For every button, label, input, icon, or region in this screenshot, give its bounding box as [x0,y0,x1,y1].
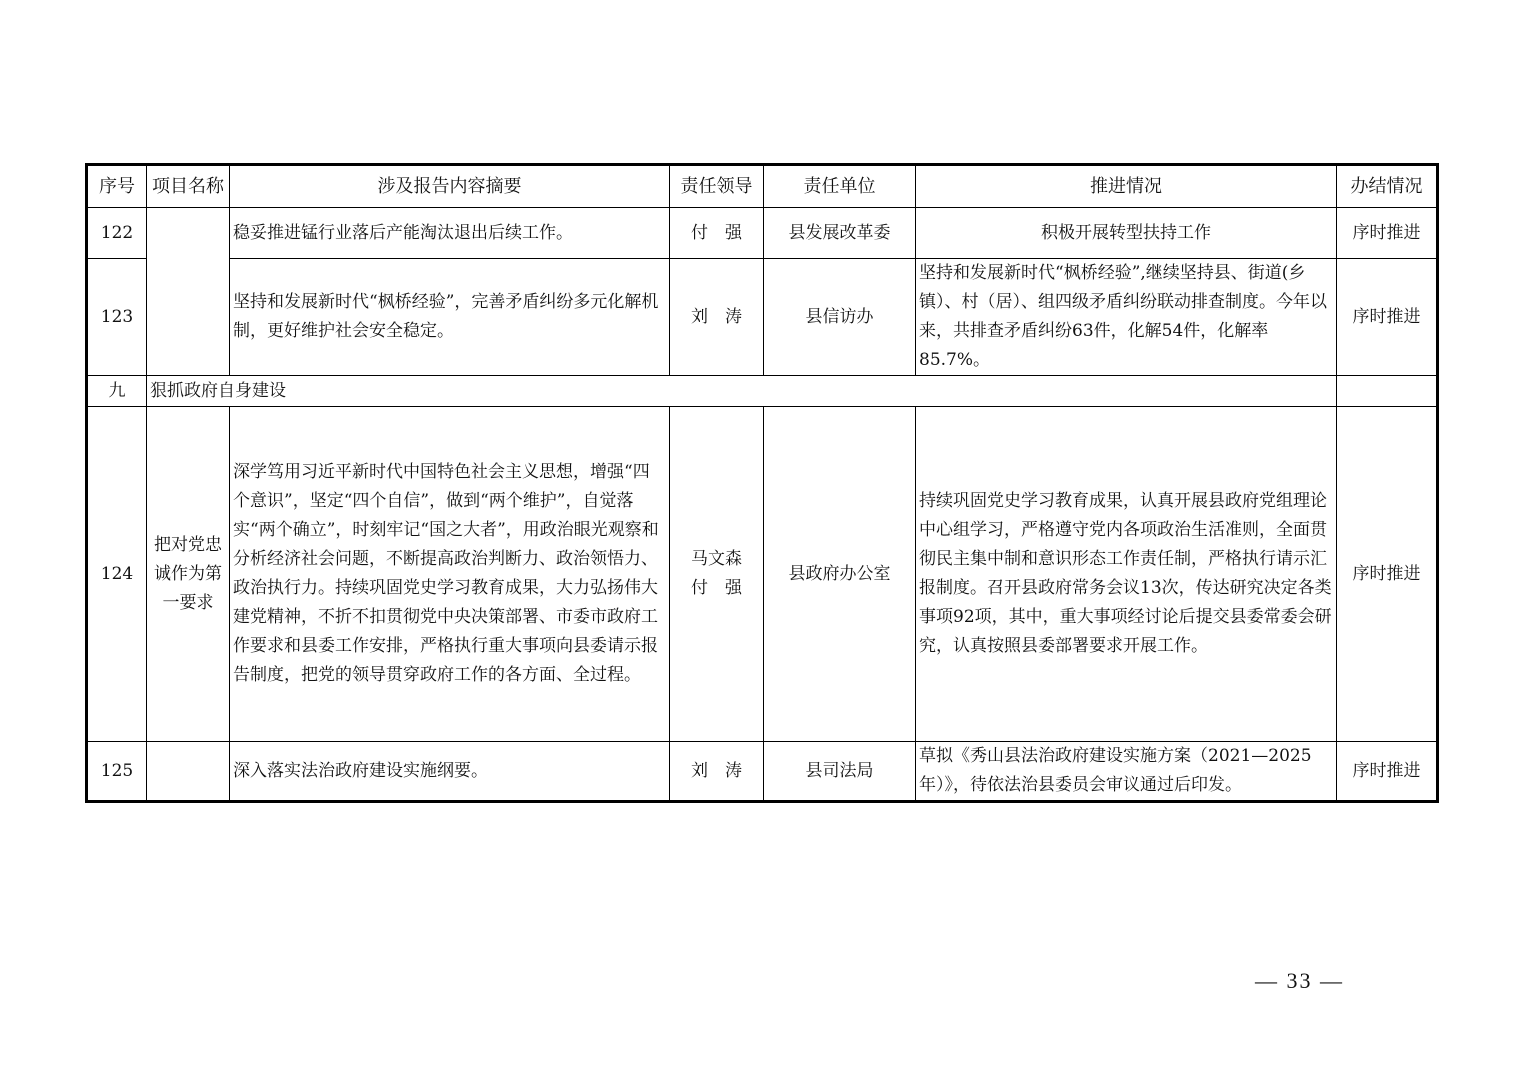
section-status [1337,376,1438,407]
row-leader: 刘 涛 [670,742,764,802]
table-row [87,407,1438,742]
page-number: — 33 — [1255,968,1344,993]
row-unit: 县发展改革委 [764,208,916,259]
row-summary: 坚持和发展新时代“枫桥经验”，完善矛盾纠纷多元化解机制，更好维护社会安全稳定。 [230,259,670,376]
row-leader [670,407,764,742]
row-project [147,742,230,802]
row-summary: 稳妥推进锰行业落后产能淘汰退出后续工作。 [230,208,670,259]
table-row [87,742,1438,802]
row-status: 序时推进 [1337,259,1438,376]
row-leader: 付 强 [670,208,764,259]
row-project: 把对党忠诚作为第一要求 [147,407,230,742]
row-summary: 深学笃用习近平新时代中国特色社会主义思想，增强“四个意识”，坚定“四个自信”，做到“两个维护”，自觉落实“两个确立”，时刻牢记“国之大者”，用政治眼光观察和分析经济社会问题，不断提高政治判断力、政治领悟力、政治执行力。持续巩固党史学习教育成果，大力弘扬伟大建党精神，不折不扣贯彻党中央决策部署、市委市政府工作要求和县委工作安排，严格执行重大事项向县委请示报告制度，把党的领导贯穿政府工作的各方面、全过程。 [230,407,670,742]
header-unit: 责任单位 [764,165,916,208]
table-row [87,208,1438,259]
section-title: 狠抓政府自身建设 [147,376,1337,407]
header-summary: 涉及报告内容摘要 [230,165,670,208]
row-leader: 刘 涛 [670,259,764,376]
table-row [87,259,1438,376]
header-status: 办结情况 [1337,165,1438,208]
row-unit: 县信访办 [764,259,916,376]
row-project [147,208,230,376]
section-row [87,376,1438,407]
header-no: 序号 [87,165,147,208]
header-project: 项目名称 [147,165,230,208]
row-progress: 持续巩固党史学习教育成果，认真开展县政府党组理论中心组学习，严格遵守党内各项政治生活准则，全面贯彻民主集中制和意识形态工作责任制，严格执行请示汇报制度。召开县政府常务会议13次，传达研究决定各类事项92项，其中，重大事项经讨论后提交县委常委会研究，认真按照县委部署要求开展工作。 [916,407,1337,742]
table-header-row [87,165,1438,208]
row-status: 序时推进 [1337,742,1438,802]
work-progress-table [85,163,1439,803]
header-leader: 责任领导 [670,165,764,208]
section-no: 九 [87,376,147,407]
row-status: 序时推进 [1337,208,1438,259]
row-leader-name: 付 强 [691,578,742,598]
row-no: 122 [87,208,147,259]
row-progress: 草拟《秀山县法治政府建设实施方案（2021—2025年）》，待依法治县委员会审议通过后印发。 [916,742,1337,802]
header-progress: 推进情况 [916,165,1337,208]
row-unit: 县政府办公室 [764,407,916,742]
row-no: 123 [87,259,147,376]
row-status: 序时推进 [1337,407,1438,742]
row-no: 125 [87,742,147,802]
row-progress: 积极开展转型扶持工作 [916,208,1337,259]
row-no: 124 [87,407,147,742]
row-progress: 坚持和发展新时代“枫桥经验”,继续坚持县、街道(乡镇）、村（居）、组四级矛盾纠纷联动排查制度。今年以来，共排查矛盾纠纷63件，化解54件，化解率85.7%。 [916,259,1337,376]
row-unit: 县司法局 [764,742,916,802]
row-summary: 深入落实法治政府建设实施纲要。 [230,742,670,802]
row-leader-name: 马文森 [691,549,742,569]
